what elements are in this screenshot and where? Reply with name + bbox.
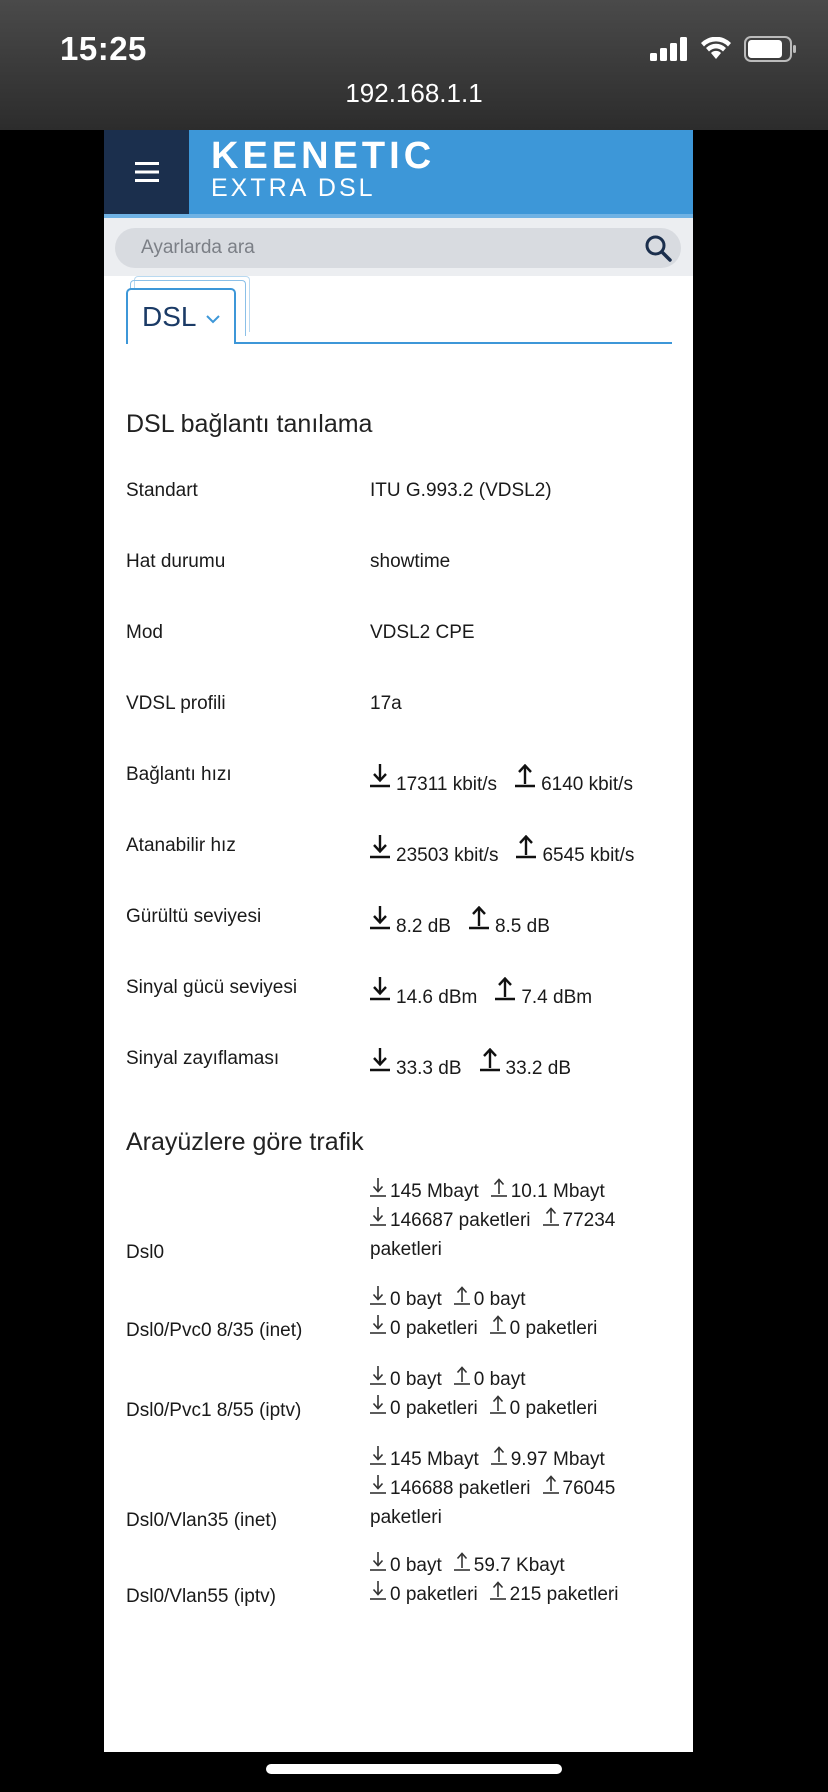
upload-arrow-icon [454, 1366, 470, 1395]
upload-arrow-icon [454, 1552, 470, 1581]
downstream-value: 17311 kbit/s [396, 774, 498, 795]
received-bytes: 0 bayt [390, 1555, 442, 1576]
downstream-value: 23503 kbit/s [396, 845, 499, 866]
address-bar-url[interactable]: 192.168.1.1 [345, 78, 483, 108]
upload-arrow-icon [491, 1446, 507, 1475]
wifi-icon [700, 37, 732, 61]
received-packets: 0 paketleri [390, 1318, 478, 1339]
received-packets: 146687 paketleri [390, 1210, 531, 1231]
tab-label: DSL [142, 301, 197, 332]
battery-icon [744, 36, 798, 62]
brand-name: KEENETIC [211, 135, 436, 177]
received-packets: 0 paketleri [390, 1584, 478, 1605]
interface-name: Dsl0/Pvc0 8/35 (inet) [126, 1320, 303, 1341]
downstream-value: 14.6 dBm [396, 987, 478, 1008]
diagnostics-title: DSL bağlantı tanılama [126, 410, 373, 438]
download-arrow-icon [370, 906, 390, 936]
diagnostic-label: Standart [126, 480, 198, 501]
diagnostic-row [126, 541, 686, 581]
upstream-value: 8.5 dB [494, 916, 550, 937]
interface-name: Dsl0/Vlan55 (iptv) [126, 1586, 276, 1607]
download-arrow-icon [370, 1552, 386, 1581]
search-input[interactable] [141, 228, 611, 268]
download-arrow-icon [370, 1178, 386, 1207]
diagnostic-label: Sinyal zayıflaması [126, 1048, 280, 1069]
traffic-row [126, 1366, 686, 1422]
download-arrow-icon [370, 1048, 390, 1078]
download-arrow-icon [370, 1286, 386, 1315]
download-arrow-icon [370, 1581, 386, 1610]
diagnostic-row [126, 612, 686, 652]
diagnostic-row [126, 825, 686, 865]
received-packets: 0 paketleri [390, 1398, 478, 1419]
traffic-values [370, 1446, 670, 1532]
diagnostic-value: 17a [370, 693, 402, 714]
diagnostic-row [126, 1038, 686, 1078]
download-arrow-icon [370, 1446, 386, 1475]
upstream-value: 6140 kbit/s [541, 774, 633, 795]
downstream-value: 8.2 dB [396, 916, 451, 937]
upload-arrow-icon [490, 1395, 506, 1424]
hamburger-icon [135, 162, 159, 182]
download-arrow-icon [370, 764, 390, 794]
received-bytes: 145 Mbayt [390, 1449, 479, 1470]
tab-bar [126, 280, 672, 344]
menu-button[interactable] [104, 130, 189, 214]
upload-arrow-icon [480, 1048, 500, 1078]
received-bytes: 0 bayt [390, 1369, 442, 1390]
download-arrow-icon [370, 1366, 386, 1395]
interface-name: Dsl0/Pvc1 8/55 (iptv) [126, 1400, 302, 1421]
sent-packets: 0 paketleri [509, 1318, 598, 1339]
upstream-value: 33.2 dB [505, 1058, 571, 1079]
traffic-row [126, 1178, 686, 1264]
sent-bytes: 59.7 Kbayt [473, 1555, 565, 1576]
download-arrow-icon [370, 835, 390, 865]
upload-arrow-icon [490, 1315, 506, 1344]
sent-packets: 215 paketleri [509, 1584, 619, 1605]
diagnostic-value: ITU G.993.2 (VDSL2) [370, 480, 552, 501]
download-arrow-icon [370, 1315, 386, 1344]
interface-name: Dsl0 [126, 1242, 165, 1263]
sent-bytes: 10.1 Mbayt [510, 1181, 605, 1202]
diagnostic-label: Bağlantı hızı [126, 764, 232, 785]
traffic-values [370, 1178, 670, 1264]
diagnostic-row [126, 896, 686, 936]
received-bytes: 145 Mbayt [390, 1181, 479, 1202]
download-arrow-icon [370, 1395, 386, 1424]
brand-model: EXTRA DSL [211, 174, 376, 202]
upload-arrow-icon [469, 906, 489, 936]
diagnostic-value [370, 977, 610, 1009]
diagnostic-value: showtime [370, 551, 451, 572]
traffic-values [370, 1366, 670, 1424]
interface-name: Dsl0/Vlan35 (inet) [126, 1510, 278, 1531]
traffic-row [126, 1286, 686, 1342]
sent-packets: 76045 paketleri [370, 1478, 616, 1528]
traffic-row [126, 1446, 686, 1532]
chevron-down-icon [206, 315, 220, 324]
sent-bytes: 0 bayt [473, 1369, 526, 1390]
diagnostic-row [126, 683, 686, 723]
received-bytes: 0 bayt [390, 1289, 442, 1310]
cellular-signal-icon [650, 37, 688, 61]
sent-bytes: 0 bayt [473, 1289, 526, 1310]
diagnostic-label: Mod [126, 622, 163, 643]
upload-arrow-icon [543, 1207, 559, 1236]
diagnostic-label: Sinyal gücü seviyesi [126, 977, 298, 998]
brand-logo [211, 134, 435, 201]
diagnostic-value [370, 835, 652, 867]
traffic-values [370, 1552, 670, 1610]
diagnostic-value [370, 906, 568, 938]
tab-dsl[interactable] [126, 288, 236, 344]
diagnostic-label: Hat durumu [126, 551, 226, 572]
upload-arrow-icon [490, 1581, 506, 1610]
diagnostic-row [126, 754, 686, 794]
browser-status-area [0, 0, 828, 130]
received-packets: 146688 paketleri [390, 1478, 531, 1499]
upload-arrow-icon [515, 764, 535, 794]
upload-arrow-icon [543, 1475, 559, 1504]
upload-arrow-icon [516, 835, 536, 865]
upstream-value: 6545 kbit/s [542, 845, 635, 866]
upload-arrow-icon [491, 1178, 507, 1207]
diagnostic-label: Atanabilir hız [126, 835, 236, 856]
diagnostic-value: VDSL2 CPE [370, 622, 475, 643]
search-box [115, 228, 681, 268]
upload-arrow-icon [495, 977, 515, 1007]
diagnostic-value [370, 1048, 589, 1080]
search-icon [644, 234, 672, 262]
web-page [104, 130, 693, 1752]
diagnostic-label: VDSL profili [126, 693, 226, 714]
status-icons [650, 34, 798, 64]
upstream-value: 7.4 dBm [521, 987, 593, 1008]
search-bar [104, 214, 693, 276]
status-time: 15:25 [60, 30, 147, 67]
diagnostic-row [126, 967, 686, 1007]
diagnostic-value [370, 764, 651, 796]
home-indicator[interactable] [266, 1764, 562, 1774]
download-arrow-icon [370, 1475, 386, 1504]
diagnostic-row [126, 470, 686, 510]
download-arrow-icon [370, 977, 390, 1007]
traffic-title: Arayüzlere göre trafik [126, 1128, 364, 1156]
app-header [104, 130, 693, 214]
search-button[interactable] [641, 232, 675, 264]
sent-packets: 77234 paketleri [370, 1210, 616, 1260]
traffic-row [126, 1552, 686, 1608]
downstream-value: 33.3 dB [396, 1058, 462, 1079]
diagnostic-label: Gürültü seviyesi [126, 906, 262, 927]
download-arrow-icon [370, 1207, 386, 1236]
sent-bytes: 9.97 Mbayt [510, 1449, 605, 1470]
sent-packets: 0 paketleri [509, 1398, 598, 1419]
traffic-values [370, 1286, 670, 1344]
upload-arrow-icon [454, 1286, 470, 1315]
